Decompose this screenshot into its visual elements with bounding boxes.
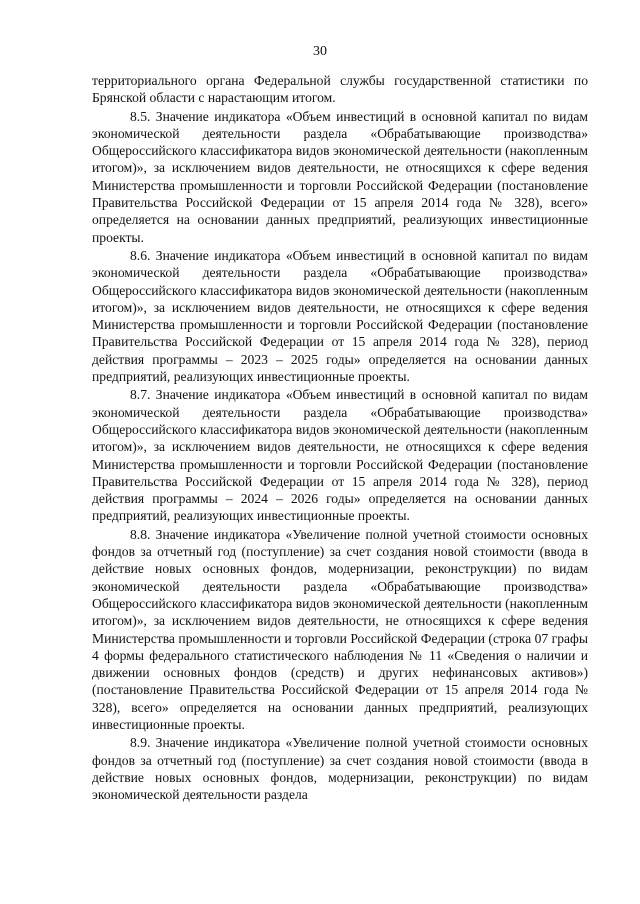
paragraph-continuation: территориального органа Федеральной службы государственной статистики по Брянской области с нарастающим итогом. — [92, 73, 588, 106]
paragraph-8-6: 8.6. Значение индикатора «Объем инвестиций в основной капитал по видам экономической деятельности раздела «Обрабатывающие производства» Общероссийского классификатора видов экономической деятельности (накопленным итогом)», за исключением видов деятельности, не относящихся к сфере ведения Министерства промышленности и торговли Российской Федерации (постановление Правительства Российской Федерации от 15 апреля 2014 года № 328), период действия программы – 2023 – 2025 годы» определяется на основании данных предприятий, реализующих инвестиционные проекты. — [92, 247, 588, 385]
page-number: 30 — [313, 44, 327, 59]
document-body — [92, 72, 588, 803]
paragraph-8-8: 8.8. Значение индикатора «Увеличение полной учетной стоимости основных фондов за отчетный год (поступление) за счет создания новой стоимости (ввода в действие новых основных фондов, модернизации, реконструкции) по видам экономической деятельности раздела «Обрабатывающие производства» Общероссийского классификатора видов экономической деятельности (накопленным итогом)», за исключением видов деятельности, не относящихся к сфере ведения Министерства промышленности и торговли Российской Федерации (строка 07 графы 4 формы федерального статистического наблюдения № 11 «Сведения о наличии и движении основных фондов (средств) и других нефинансовых активов») (постановление Правительства Российской Федерации от 15 апреля 2014 года № 328), всего» определяется на основании данных предприятий, реализующих инвестиционные проекты. — [92, 526, 588, 732]
paragraph-8-7: 8.7. Значение индикатора «Объем инвестиций в основной капитал по видам экономической деятельности раздела «Обрабатывающие производства» Общероссийского классификатора видов экономической деятельности (накопленным итогом)», за исключением видов деятельности, не относящихся к сфере ведения Министерства промышленности и торговли Российской Федерации (постановление Правительства Российской Федерации от 15 апреля 2014 года № 328), период действия программы – 2024 – 2026 годы» определяется на основании данных предприятий, реализующих инвестиционные проекты. — [92, 387, 588, 524]
paragraph-8-9: 8.9. Значение индикатора «Увеличение полной учетной стоимости основных фондов за отчетный год (поступление) за счет создания новой стоимости (ввода в действие новых основных фондов, модернизации, реконструкции) по видам экономической деятельности раздела — [92, 735, 588, 803]
paragraph-8-5: 8.5. Значение индикатора «Объем инвестиций в основной капитал по видам экономической деятельности раздела «Обрабатывающие производства» Общероссийского классификатора видов экономической деятельности (накопленным итогом)», за исключением видов деятельности, не относящихся к сфере ведения Министерства промышленности и торговли Российской Федерации (постановление Правительства Российской Федерации от 15 апреля 2014 года № 328), всего» определяется на основании данных предприятий, реализующих инвестиционные проекты. — [92, 108, 588, 245]
